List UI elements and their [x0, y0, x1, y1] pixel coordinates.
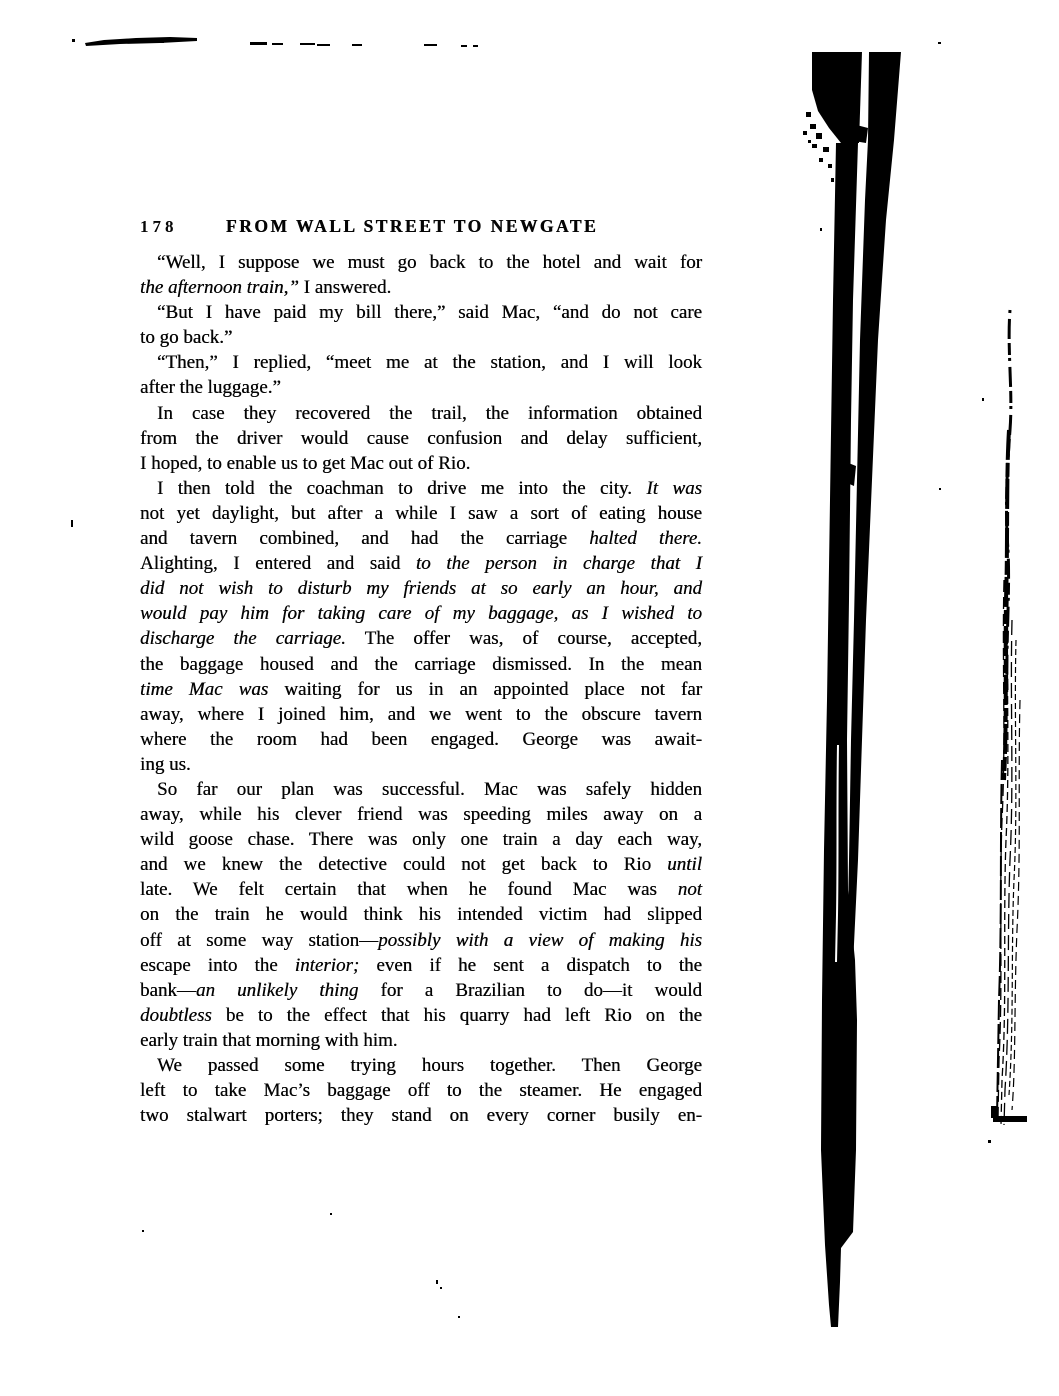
- body-text: [140, 250, 702, 1128]
- text-line: bank—an unlikely thing for a Brazilian to do—it would: [140, 979, 703, 1001]
- text-line: late. We felt certain that when he found Mac was not: [140, 879, 702, 901]
- text-line: to go back.”: [140, 327, 233, 349]
- text-line: from the driver would cause confusion and delay sufficient,: [140, 427, 702, 449]
- text-line: away, where I joined him, and we went to the obscure tavern: [140, 703, 702, 725]
- binding-streak: [803, 52, 901, 1327]
- page-header: [140, 216, 702, 238]
- text-line: discharge the carriage. The offer was, of course, accepted,: [140, 628, 702, 650]
- text-line: wild goose chase. There was only one train a day each way,: [140, 829, 702, 851]
- text-line: In case they recovered the trail, the information obtained: [157, 402, 702, 424]
- text-line: We passed some trying hours together. Then George: [157, 1055, 702, 1076]
- text-line: not yet daylight, but after a while I saw a sort of eating house: [140, 502, 702, 524]
- top-scratch-line: [72, 37, 941, 47]
- text-line: “But I have paid my bill there,” said Mac, “and do not care: [157, 302, 702, 324]
- text-line: left to take Mac’s baggage off to the steamer. He engaged: [140, 1080, 702, 1102]
- text-line: and tavern combined, and had the carriage halted there.: [140, 528, 702, 550]
- page-edge-base: [988, 1106, 1027, 1143]
- text-line: away, while his clever friend was speeding miles away on a: [140, 804, 702, 826]
- text-line: the baggage housed and the carriage dismissed. In the mean: [140, 653, 702, 675]
- text-line: escape into the interior; even if he sent a dispatch to the: [140, 954, 702, 976]
- text-line: on the train he would think his intended victim had slipped: [140, 904, 702, 926]
- page-number: 178: [140, 217, 178, 236]
- text-line: off at some way station—possibly with a view of making his: [140, 929, 702, 951]
- page-edge-texture: [997, 310, 1020, 1125]
- text-line: did not wish to disturb my friends at so early an hour, and: [140, 578, 702, 600]
- text-line: time Mac was waiting for us in an appointed place not far: [140, 678, 702, 700]
- text-line: I then told the coachman to drive me into the city. It was: [157, 477, 702, 499]
- text-line: “Then,” I replied, “meet me at the station, and I will look: [157, 352, 702, 374]
- text-line: ing us.: [140, 753, 191, 775]
- streak-white-slit: [836, 745, 838, 962]
- text-line: and we knew the detective could not get back to Rio until: [140, 854, 702, 876]
- text-line: the afternoon train,” I answered.: [140, 277, 392, 299]
- text-line: would pay him for taking care of my baggage, as I wished to: [140, 603, 702, 625]
- text-line: So far our plan was successful. Mac was safely hidden: [157, 778, 702, 800]
- text-line: Alighting, I entered and said to the person in charge that I: [140, 553, 702, 575]
- running-title: FROM WALL STREET TO NEWGATE: [225, 216, 599, 236]
- text-line: early train that morning with him.: [140, 1029, 398, 1051]
- text-line: “Well, I suppose we must go back to the hotel and wait for: [157, 252, 702, 273]
- text-line: I hoped, to enable us to get Mac out of Rio.: [140, 452, 471, 474]
- text-line: where the room had been engaged. George was await-: [140, 728, 702, 750]
- text-line: two stalwart porters; they stand on every corner busily en-: [140, 1105, 702, 1127]
- text-line: after the luggage.”: [140, 377, 281, 399]
- text-line: doubtless be to the effect that his quarry had left Rio on the: [140, 1004, 702, 1026]
